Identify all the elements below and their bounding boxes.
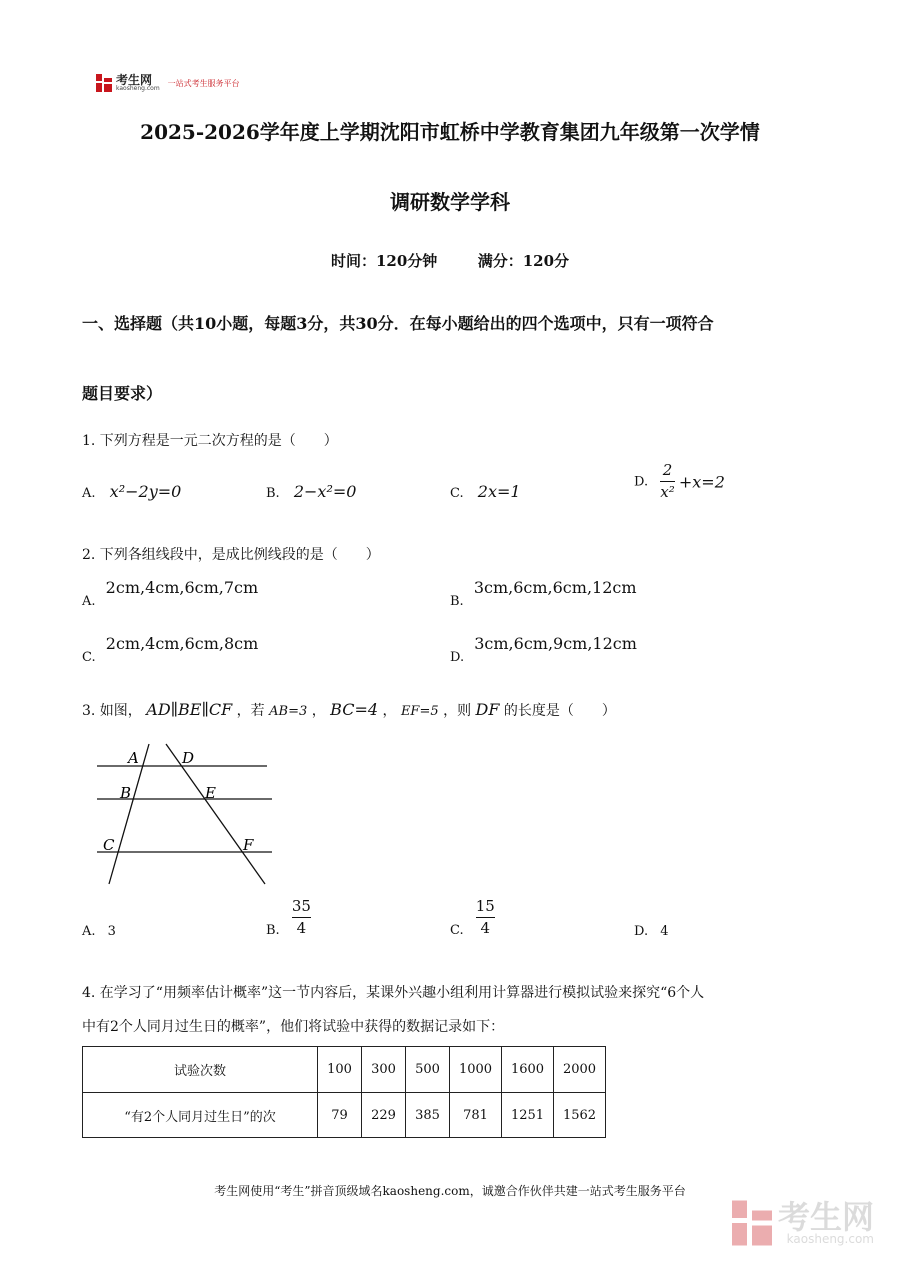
section-heading-line2: 题目要求） (82, 384, 163, 403)
point-a-label: A (128, 749, 139, 767)
stem-text: 的长度是（ ） (503, 703, 616, 719)
q2-option-b (450, 578, 637, 609)
table-cell: 300 (362, 1047, 406, 1093)
exam-title-line2: 调研数学学科 (390, 190, 510, 214)
transversal-right (166, 744, 265, 884)
table-header-cell: 试验次数 (83, 1047, 318, 1093)
table-cell: 100 (318, 1047, 362, 1093)
option-text: 3cm,6cm,9cm,12cm (474, 634, 637, 653)
target-segment: DF (475, 700, 500, 719)
q2-option-a (82, 578, 259, 609)
condition-ef: EF=5 (400, 704, 439, 719)
watermark-name: 考生网 (777, 1198, 874, 1236)
table-cell: 385 (406, 1093, 450, 1138)
point-d-label: D (182, 749, 195, 767)
option-fraction (660, 462, 674, 502)
stem-text: ，则 (443, 703, 472, 719)
table-row (83, 1093, 606, 1138)
option-label: A. (82, 486, 96, 501)
option-text: 2cm,4cm,6cm,7cm (105, 578, 259, 597)
option-text: 3cm,6cm,6cm,12cm (473, 578, 637, 597)
point-c-label: C (103, 836, 115, 854)
option-math: x²−2y=0 (109, 482, 182, 501)
question-1-stem: 1. 下列方程是一元二次方程的是（ ） (82, 433, 338, 449)
fraction-numerator: 2 (662, 461, 673, 479)
q1-option-b (266, 482, 356, 501)
option-math: 2x=1 (477, 482, 521, 501)
option-label: A. (82, 924, 96, 939)
table-cell: 2000 (554, 1047, 606, 1093)
logo-slogan: 一站式考生服务平台 (167, 78, 240, 88)
question-4-line1: 4. 在学习了“用频率估计概率”这一节内容后，某课外兴趣小组利用计算器进行模拟试验来探究“6个人 (82, 985, 705, 1001)
q3-option-d (634, 924, 669, 939)
watermark (732, 1200, 874, 1246)
condition-bc: BC=4 (330, 700, 379, 719)
logo-name: 考生网 (116, 73, 153, 87)
option-label: A. (82, 594, 96, 609)
fraction-numerator: 35 (291, 897, 311, 915)
site-logo (96, 72, 240, 94)
question-3-stem (82, 700, 616, 720)
q1-option-a (82, 482, 181, 501)
question-2-stem: 2. 下列各组线段中，是成比例线段的是（ ） (82, 547, 380, 563)
fraction-denominator: 4 (480, 919, 491, 938)
kaosheng-logo-icon (96, 74, 112, 92)
option-label: D. (634, 924, 649, 939)
q2-option-d (450, 634, 637, 665)
logo-domain: kaosheng.com (116, 85, 160, 92)
section-heading-line1: 一、选择题（共10小题，每题3分，共30分．在每小题给出的四个选项中，只有一项符合 (82, 314, 714, 333)
q3-option-a (82, 924, 116, 939)
option-text: 2cm,4cm,6cm,8cm (105, 634, 259, 653)
option-label: B. (266, 923, 280, 939)
option-fraction (476, 898, 495, 938)
option-fraction (292, 898, 311, 938)
table-cell: 229 (362, 1093, 406, 1138)
option-math: +x=2 (678, 472, 725, 492)
table-cell: 1000 (450, 1047, 502, 1093)
table-cell: 1600 (502, 1047, 554, 1093)
point-f-label: F (243, 836, 254, 854)
q3-figure (92, 742, 282, 888)
option-label: D. (634, 474, 649, 490)
exam-score: 满分：120分 (477, 252, 570, 270)
exam-meta (0, 250, 900, 271)
table-cell: 500 (406, 1047, 450, 1093)
point-b-label: B (120, 784, 132, 802)
condition-ab: AB=3 (269, 704, 308, 719)
option-text: 3 (107, 924, 116, 939)
watermark-domain: kaosheng.com (786, 1232, 874, 1246)
table-cell: 1251 (502, 1093, 554, 1138)
option-label: D. (450, 650, 465, 665)
q4-data-table (82, 1046, 606, 1138)
stem-text: ， (311, 703, 326, 719)
option-label: C. (450, 923, 464, 939)
option-text: 4 (660, 924, 669, 939)
fraction-denominator: x² (660, 483, 675, 502)
table-cell: 1562 (554, 1093, 606, 1138)
q3-option-b (266, 898, 311, 938)
q1-option-d (634, 462, 725, 502)
stem-text: 3. 如图， (82, 703, 142, 719)
q3-option-c (450, 898, 495, 938)
q1-option-c (450, 482, 521, 501)
table-row (83, 1047, 606, 1093)
table-cell: 79 (318, 1093, 362, 1138)
option-label: B. (450, 594, 464, 609)
option-label: C. (450, 486, 464, 501)
table-cell: 781 (450, 1093, 502, 1138)
question-4-line2: 中有2个人同月过生日的概率”，他们将试验中获得的数据记录如下： (82, 1019, 505, 1035)
option-math: 2−x²=0 (293, 482, 357, 501)
page-footer: 考生网使用“考生”拼音顶级域名kaosheng.com，诚邀合作伙伴共建一站式考生服务平台 (214, 1184, 686, 1198)
q2-option-c (82, 634, 259, 665)
kaosheng-watermark-icon (732, 1200, 772, 1246)
exam-title-line1: 2025-2026学年度上学期沈阳市虹桥中学教育集团九年级第一次学情 (140, 120, 760, 144)
table-header-cell: “有2个人同月过生日”的次 (83, 1093, 318, 1138)
condition-parallel: AD∥BE∥CF (146, 700, 233, 719)
stem-text: ， (382, 703, 397, 719)
option-label: C. (82, 650, 96, 665)
fraction-numerator: 15 (475, 897, 495, 915)
fraction-denominator: 4 (296, 919, 307, 938)
option-label: B. (266, 486, 280, 501)
point-e-label: E (205, 784, 216, 802)
exam-time: 时间：120分钟 (330, 252, 438, 270)
stem-text: ，若 (236, 703, 265, 719)
